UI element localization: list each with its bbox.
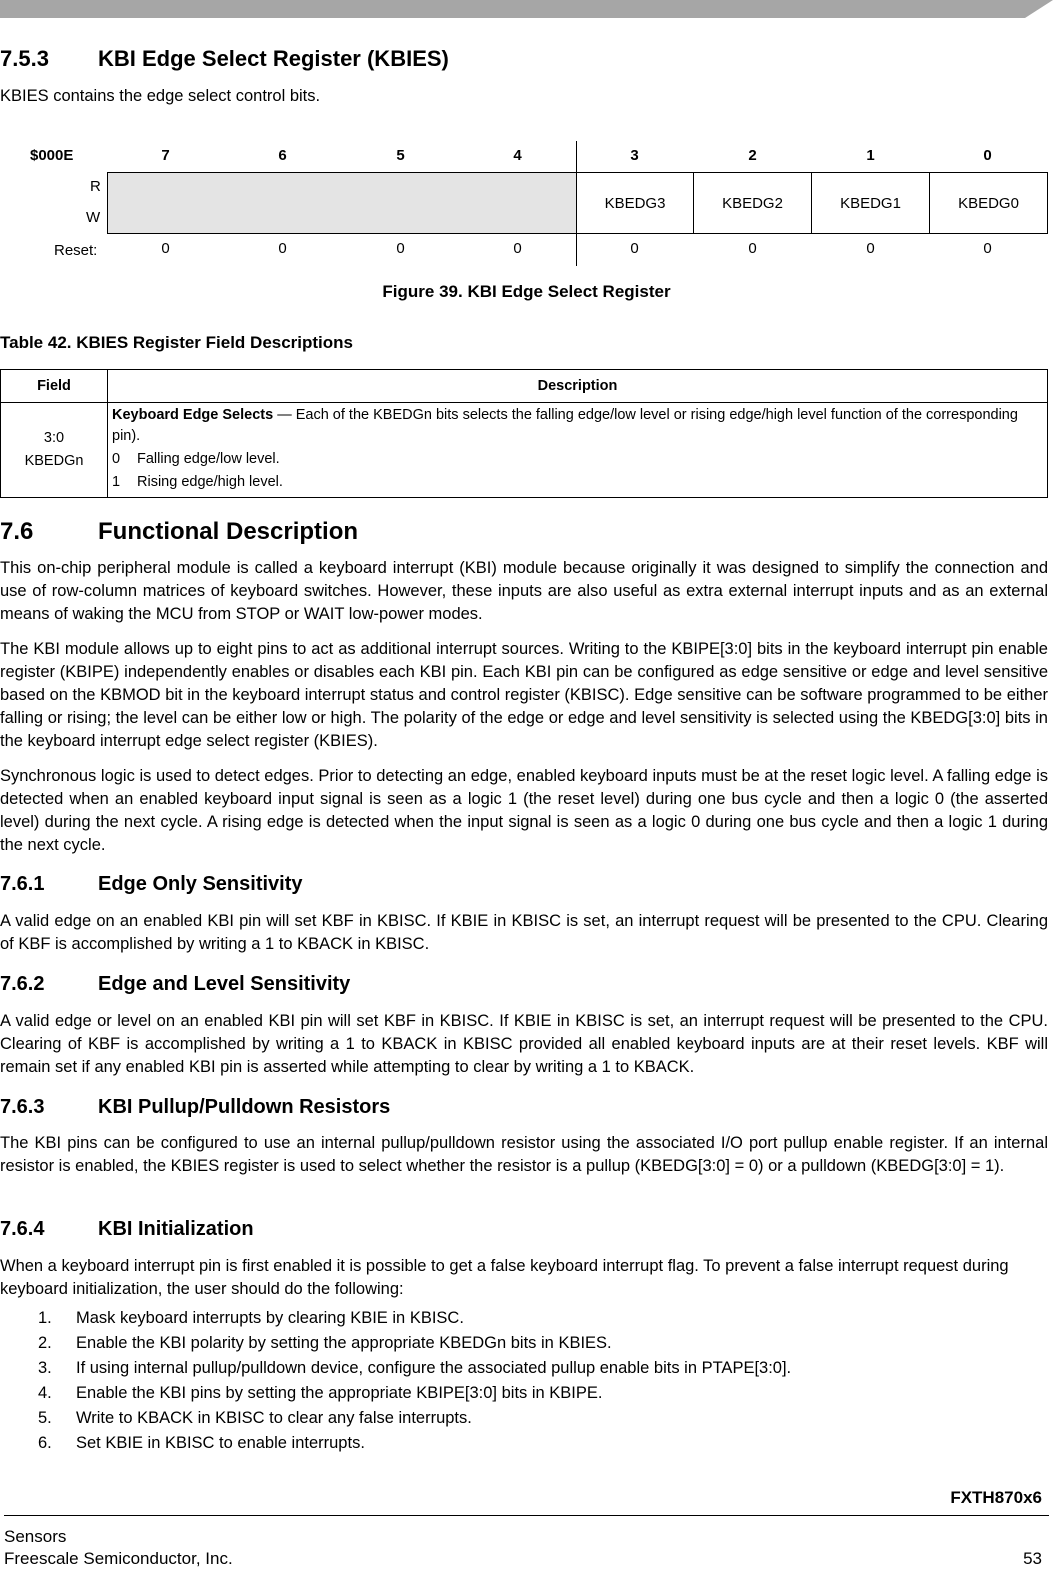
list-item xyxy=(38,1409,791,1434)
table-header-field: Field xyxy=(1,370,108,403)
description-cell xyxy=(108,403,1048,498)
section-number: 7.6 xyxy=(0,518,34,545)
list-item xyxy=(38,1384,791,1409)
table-caption: Table 42. KBIES Register Field Descriptions xyxy=(0,333,354,352)
section-title: Functional Description xyxy=(98,518,359,545)
option-text: Rising edge/high level. xyxy=(137,474,283,490)
footer-line-2: Freescale Semiconductor, Inc. xyxy=(4,1549,233,1568)
bit-number: 6 xyxy=(278,147,287,164)
field-bits: 3:0 xyxy=(43,430,65,446)
paragraph: The KBI pins can be configured to use an internal pullup/pulldown resistor using the associated I/O port pullup enable register. If an internal resistor is enabled, the KBIES register is used to select whether the resistor is a pullup (KBEDG[3:0] = 0) or a pulldown (KBEDG[3:0] = 1). xyxy=(0,1134,1048,1175)
description-title: Keyboard Edge Selects xyxy=(112,407,274,423)
bit-number: 0 xyxy=(983,147,992,164)
description-text: — Each of the KBEDGn bits selects the falling edge/low level or rising edge/high level function of the corresponding pin). xyxy=(112,407,1018,444)
list-item xyxy=(38,1334,791,1359)
step-text: Enable the KBI pins by setting the appropriate KBIPE[3:0] bits in KBIPE. xyxy=(76,1384,603,1402)
bit-number: 4 xyxy=(513,147,522,164)
section-number: 7.6.4 xyxy=(0,1218,45,1240)
document-id: FXTH870x6 xyxy=(950,1488,1042,1507)
reserved-bits-cell xyxy=(107,172,577,234)
reset-value: 0 xyxy=(866,240,875,257)
section-heading-7-6 xyxy=(0,518,358,546)
list-item xyxy=(38,1309,791,1334)
section-number: 7.5.3 xyxy=(0,46,49,71)
field-cell-kbedg1: KBEDG1 xyxy=(812,172,930,234)
initialization-steps xyxy=(38,1309,791,1459)
option-key: 1 xyxy=(112,474,121,490)
table-header-description: Description xyxy=(108,370,1048,403)
reset-value: 0 xyxy=(278,240,287,257)
option-text: Falling edge/low level. xyxy=(137,451,280,467)
paragraph: Synchronous logic is used to detect edges. Prior to detecting an edge, enabled keyboard inputs must be at the reset logic level. A falling edge is detected when an enabled keyboard input signal is seen as a logic 1 (the reset level) during one bus cycle and then a logic 0 (the asserted level) during the next cycle. A rising edge is detected when the input signal is seen as a logic 0 during one bus cycle and then a logic 1 during the next cycle. xyxy=(0,767,1048,854)
bit-number: 3 xyxy=(630,147,639,164)
field-description-table xyxy=(0,369,1048,498)
paragraph: The KBI module allows up to eight pins to act as additional interrupt sources. Writing to the KBIPE[3:0] bits in the keyboard interrupt pin enable register (KBIPE) independently enables or disables each KBI pin. Each KBI pin can be configured as edge sensitive or edge and level sensitive based on the KBMOD bit in the keyboard interrupt status and control register (KBISC). Edge sensitive can be software programmed to be either falling or rising; the level can be either low or high. The polarity of the edge or edge and level sensitivity is selected using the KBEDG[3:0] bits in the keyboard interrupt edge select register (KBIES). xyxy=(0,640,1048,750)
reset-value: 0 xyxy=(748,240,757,257)
step-number: 2. xyxy=(38,1334,52,1352)
option-1 xyxy=(112,472,1043,493)
reset-value: 0 xyxy=(630,240,639,257)
intro-text: KBIES contains the edge select control bits. xyxy=(0,87,321,105)
field-cell-kbedg0: KBEDG0 xyxy=(930,172,1048,234)
step-text: If using internal pullup/pulldown device, configure the associated pullup enable bits in PTAPE[3:0]. xyxy=(76,1359,792,1377)
step-number: 3. xyxy=(38,1359,52,1377)
list-item xyxy=(38,1359,791,1384)
reset-value: 0 xyxy=(396,240,405,257)
bit-number: 1 xyxy=(866,147,875,164)
step-number: 6. xyxy=(38,1434,52,1452)
section-title: KBI Pullup/Pulldown Resistors xyxy=(98,1096,391,1118)
field-name: KBEDGn xyxy=(24,453,84,469)
paragraph: This on-chip peripheral module is called a keyboard interrupt (KBI) module because originally it was designed to simplify the connection and use of row-column matrices of keyboard switches. However, these inputs are also useful as extra external interrupt inputs and as an external means of waking the MCU from STOP or WAIT low-power modes. xyxy=(0,559,1048,623)
divider xyxy=(576,141,577,172)
step-number: 4. xyxy=(38,1384,52,1402)
bit-number: 7 xyxy=(161,147,170,164)
step-text: Enable the KBI polarity by setting the appropriate KBEDGn bits in KBIES. xyxy=(76,1334,612,1352)
section-heading-7-5-3 xyxy=(0,46,449,72)
section-title: KBI Initialization xyxy=(98,1218,254,1240)
footer-line-1: Sensors xyxy=(4,1527,67,1546)
reset-value: 0 xyxy=(983,240,992,257)
paragraph: When a keyboard interrupt pin is first enabled it is possible to get a false keyboard interrupt flag. To prevent a false interrupt request during keyboard initialization, the user should do the following: xyxy=(0,1257,1009,1298)
header-bar xyxy=(0,0,1053,20)
step-text: Write to KBACK in KBISC to clear any false interrupts. xyxy=(76,1409,472,1427)
section-number: 7.6.3 xyxy=(0,1096,45,1118)
option-key: 0 xyxy=(112,451,121,467)
paragraph: A valid edge or level on an enabled KBI pin will set KBF in KBISC. If KBIE in KBISC is set, an interrupt request will be presented to the CPU. Clearing of KBF is accomplished by writing a 1 to KBACK in KBISC provided all enabled keyboard inputs are at their reset levels. KBF will remain set if any enabled KBI pin is asserted while attempting to clear by writing a 1 to KBACK. xyxy=(0,1012,1048,1076)
section-title: Edge Only Sensitivity xyxy=(98,873,303,895)
section-heading-7-6-1 xyxy=(0,873,303,896)
section-number: 7.6.2 xyxy=(0,973,45,995)
bit-number: 5 xyxy=(396,147,405,164)
table-header-row xyxy=(1,370,1048,403)
step-text: Mask keyboard interrupts by clearing KBIE in KBISC. xyxy=(76,1309,464,1327)
section-heading-7-6-4 xyxy=(0,1218,254,1241)
register-address: $000E xyxy=(30,147,74,164)
list-item xyxy=(38,1434,791,1459)
field-cell-kbedg2: KBEDG2 xyxy=(694,172,812,234)
read-label: R xyxy=(90,178,101,195)
section-title: Edge and Level Sensitivity xyxy=(98,973,351,995)
figure-caption: Figure 39. KBI Edge Select Register xyxy=(382,282,671,301)
bit-number: 2 xyxy=(748,147,757,164)
step-number: 5. xyxy=(38,1409,52,1427)
section-heading-7-6-2 xyxy=(0,973,350,996)
footer-divider xyxy=(4,1515,1049,1516)
field-cell-kbedg3: KBEDG3 xyxy=(576,172,694,234)
section-heading-7-6-3 xyxy=(0,1096,390,1119)
paragraph: A valid edge on an enabled KBI pin will set KBF in KBISC. If KBIE in KBISC is set, an interrupt request will be presented to the CPU. Clearing of KBF is accomplished by writing a 1 to KBACK in KBISC. xyxy=(0,912,1048,953)
field-cell xyxy=(1,403,108,498)
page-number: 53 xyxy=(1023,1549,1042,1568)
section-number: 7.6.1 xyxy=(0,873,45,895)
section-title: KBI Edge Select Register (KBIES) xyxy=(98,46,449,71)
table-row xyxy=(1,403,1048,498)
step-number: 1. xyxy=(38,1309,52,1327)
option-0 xyxy=(112,449,1043,470)
reset-value: 0 xyxy=(513,240,522,257)
reset-value: 0 xyxy=(161,240,170,257)
step-text: Set KBIE in KBISC to enable interrupts. xyxy=(76,1434,365,1452)
reset-label: Reset: xyxy=(54,242,98,259)
write-label: W xyxy=(86,209,101,226)
